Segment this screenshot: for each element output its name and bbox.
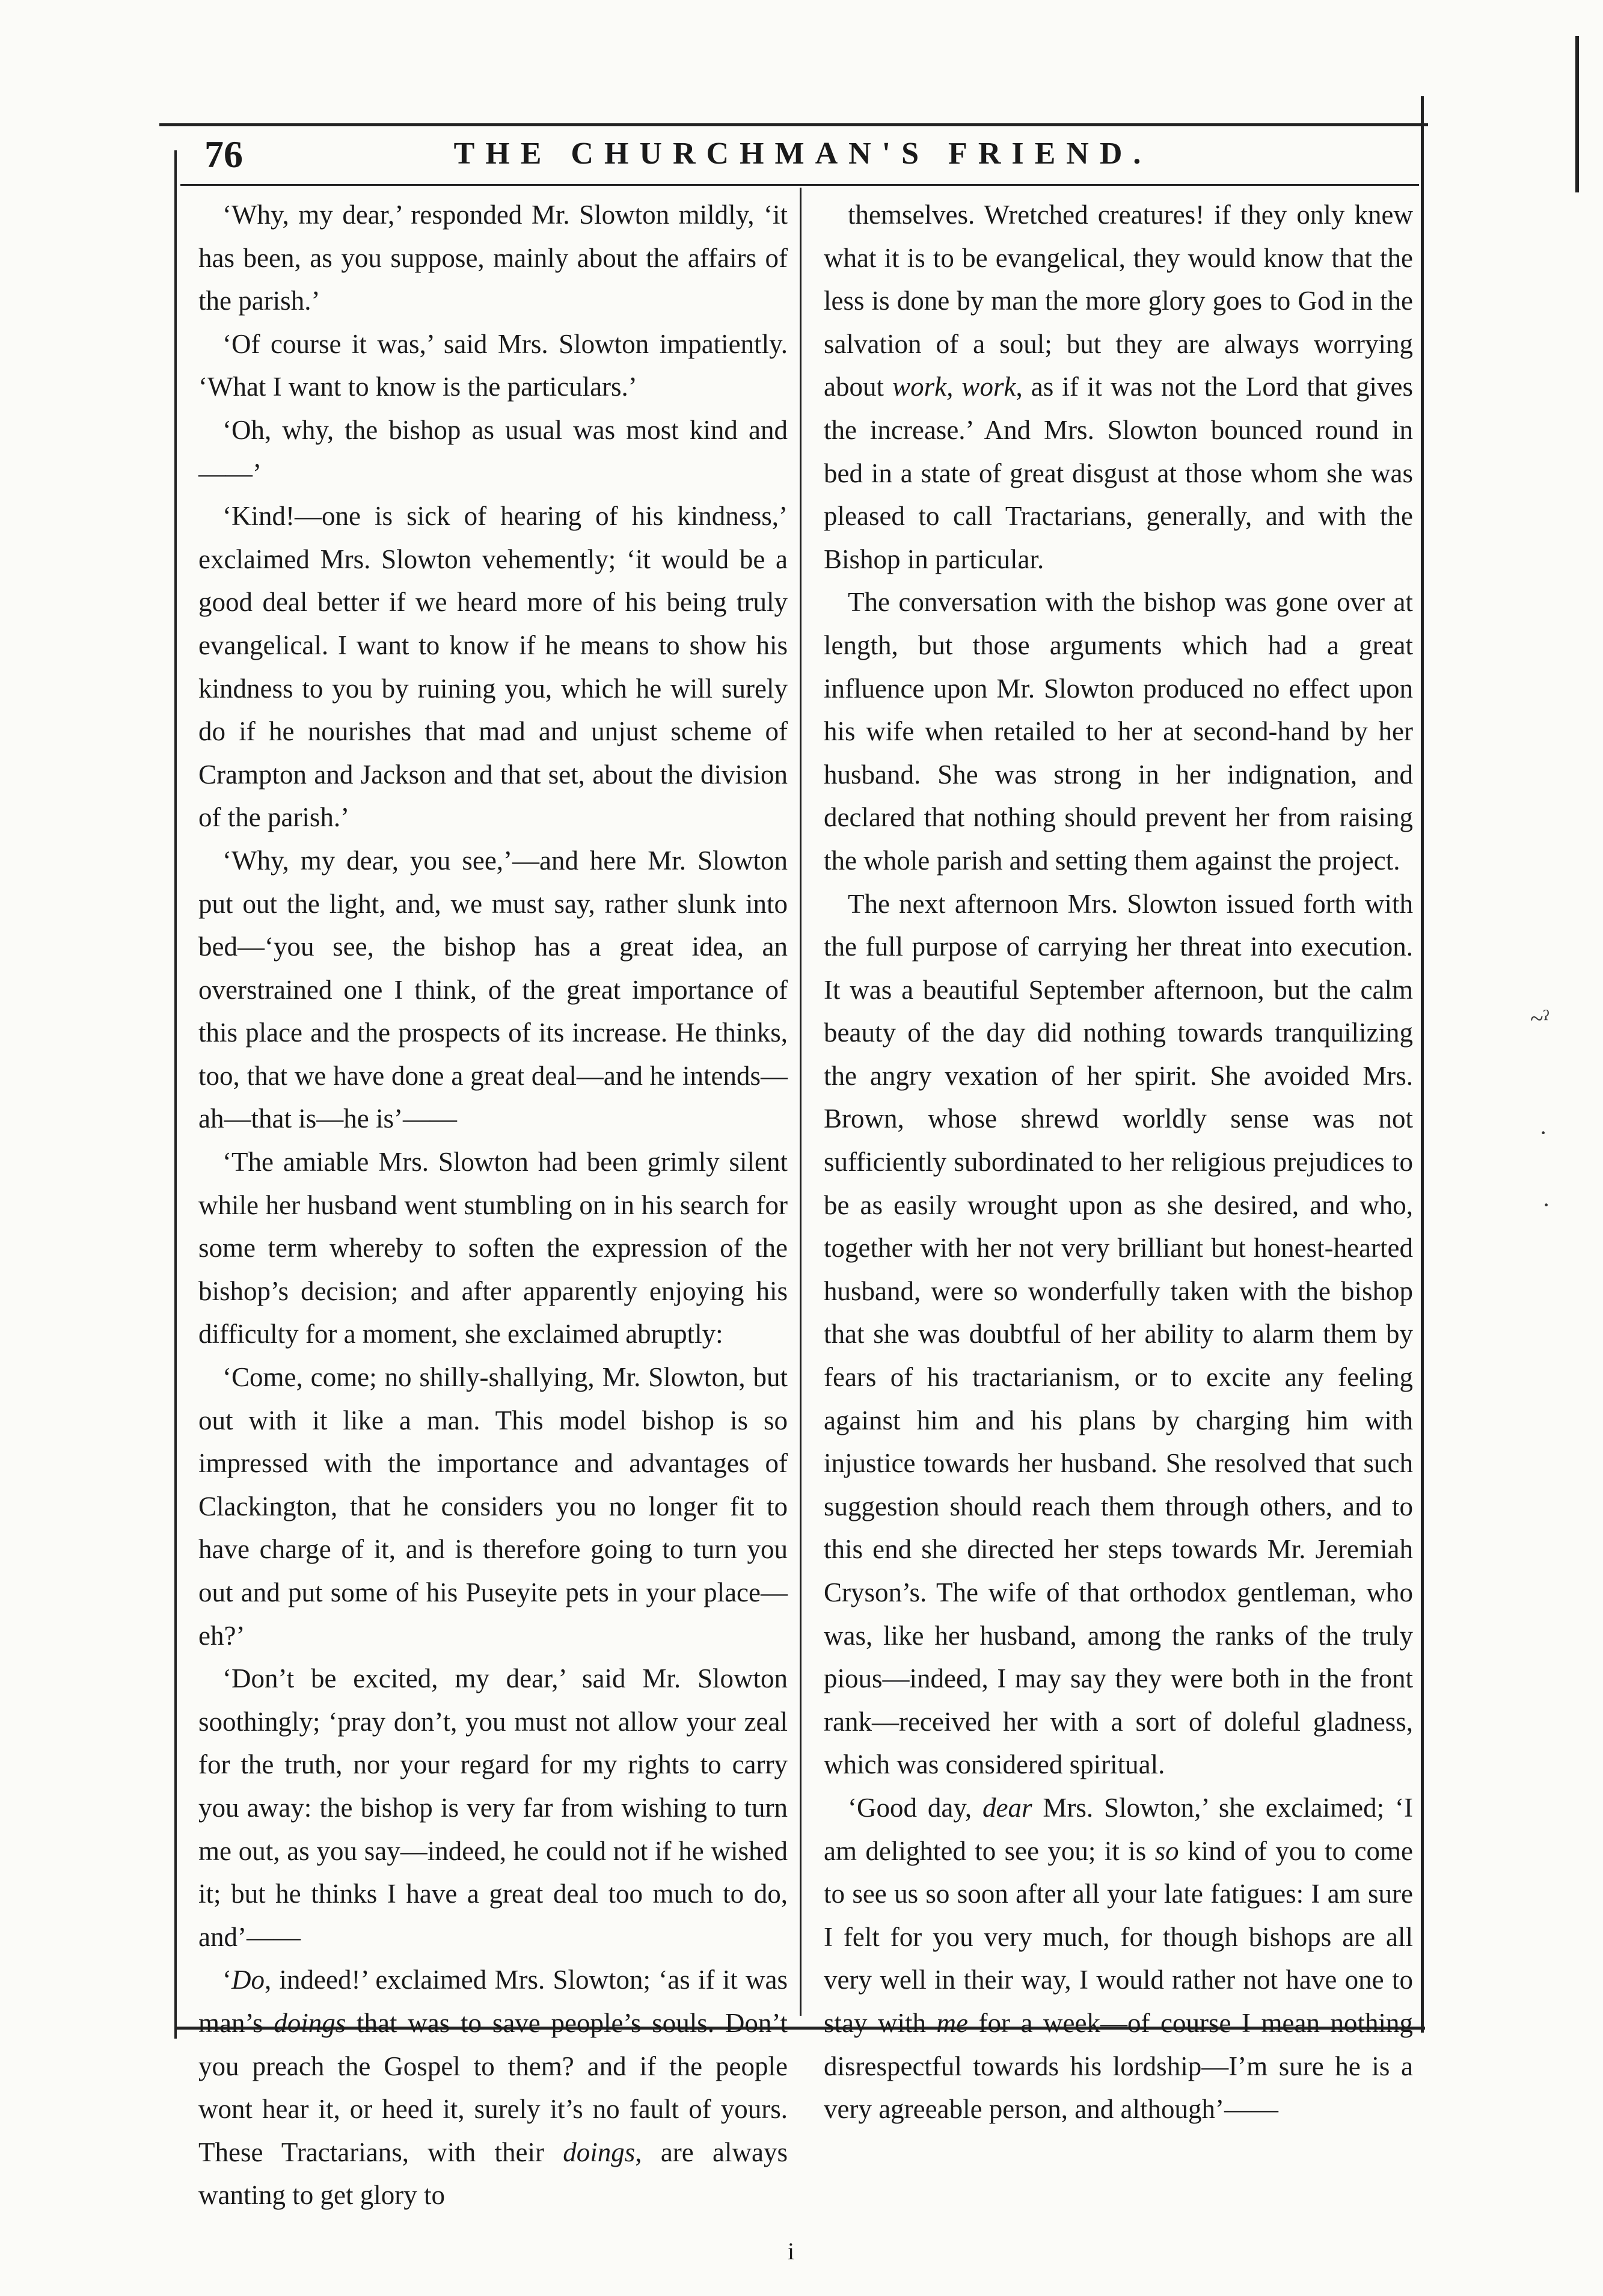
header-underline <box>180 184 1419 186</box>
paragraph <box>824 1787 1413 2131</box>
text-run: , indeed!’ exclaimed Mrs. Slowton; ‘as if it was man’s <box>198 1965 788 2038</box>
text-run: The next afternoon Mrs. Slowton issued forth with the full purpose of carrying her threat into execution. It was a beautiful September afternoon, but the calm beauty of the day did nothing towards tranquilizing the angry vexation of her spirit. She avoided Mrs. Brown, whose shrewd worldly sense was not sufficiently subordinated to her religious prejudices to be as easily wrought upon as she desired, and who, together with her not very brilliant but honest-hearted husband, were so wonderfully taken with the bishop that she was doubtful of her ability to alarm them by fears of his tractarianism, or to excite any feeling against him and his plans by charging him with injustice towards her husband. She resolved that such suggestion should reach them through others, and to this end she directed her steps towards Mr. Jeremiah Cryson’s. The wife of that orthodox gentleman, who was, like her husband, among the ranks of the truly pious—indeed, I may say they were both in the front rank—received her with a sort of doleful gladness, which was considered spiritual. <box>824 888 1413 1780</box>
text-run: ‘Oh, why, the bishop as usual was most kind and——’ <box>198 414 788 488</box>
page-number: 76 <box>204 133 243 176</box>
text-column-right <box>824 194 1413 2131</box>
paragraph <box>198 194 788 323</box>
margin-mark: · <box>1542 1191 1551 1218</box>
italic-text: doings <box>563 2137 636 2167</box>
text-run: ‘Why, my dear, you see,’—and here Mr. Slowton put out the light, and, we must say, rather slunk into bed—‘you see, the bishop has a great idea, an overstrained one I think, of the great importance of this place and the prospects of its increase. He thinks, too, that we have done a great deal—and he intends—ah—that is—he is’—— <box>198 845 788 1134</box>
text-run: , as if it was not the Lord that gives the increase.’ And Mrs. Slowton bounced round in bed in a state of great disgust at those whom she was pleased to call Tractarians, generally, and with the Bishop in particular. <box>824 372 1413 574</box>
italic-text: dear <box>982 1792 1032 1823</box>
italic-text: doings <box>274 2007 346 2038</box>
header-rule <box>159 123 1428 126</box>
footer-mark: i <box>788 2238 795 2265</box>
left-frame-rule <box>174 150 177 2039</box>
margin-mark: · <box>1539 1119 1548 1146</box>
right-frame-rule <box>1421 96 1424 2033</box>
italic-text: so <box>1154 1835 1179 1866</box>
text-run: for a week—of course I mean nothing disrespectful towards his lordship—I’m sure he is a very agreeable person, and although’—— <box>824 2007 1413 2125</box>
paragraph <box>198 1959 788 2217</box>
margin-mark: ~ˀ <box>1530 1005 1549 1032</box>
text-column-left <box>198 194 788 2217</box>
paragraph <box>198 1356 788 1657</box>
column-divider <box>800 188 802 2016</box>
italic-text: me <box>936 2007 969 2038</box>
text-run: ‘ <box>222 1965 231 1995</box>
paragraph <box>198 1141 788 1356</box>
text-run: The conversation with the bishop was gone over at length, but those arguments which had a great influence upon Mr. Slowton produced no effect upon his wife when retailed to her at second-hand by her husband. She was strong in her indignation, and declared that nothing should prevent her from raising the whole parish and setting them against the project. <box>824 587 1413 876</box>
paragraph <box>824 194 1413 581</box>
text-run: themselves. Wretched creatures! if they only knew what it is to be evangelical, they would know that the less is done by man the more glory goes to God in the salvation of a soul; but they are always worrying about <box>824 200 1413 402</box>
italic-text: work, work <box>892 372 1016 402</box>
page-edge-mark <box>1575 36 1579 192</box>
text-run: ‘Come, come; no shilly-shallying, Mr. Slowton, but out with it like a man. This model bishop is so impressed with the importance and advantages of Clackington, that he considers you no longer fit to have charge of it, and is therefore going to turn you out and put some of his Puseyite pets in your place—eh?’ <box>198 1362 788 1651</box>
text-run: kind of you to come to see us so soon after all your late fatigues: I am sure I felt for you very much, for though bishops are all very well in their way, I would rather not have one to stay with <box>824 1835 1413 2038</box>
text-run: ‘Good day, <box>848 1792 983 1823</box>
text-run: Mrs. Slowton,’ she exclaimed; ‘I am delighted to see you; it is <box>824 1792 1413 1866</box>
paragraph <box>824 883 1413 1787</box>
running-title: THE CHURCHMAN'S FRIEND. <box>453 137 1152 171</box>
paragraph <box>198 1657 788 1959</box>
paragraph <box>198 409 788 495</box>
text-run: ‘Of course it was,’ said Mrs. Slowton impatiently. ‘What I want to know is the particulars.’ <box>198 328 788 402</box>
italic-text: Do <box>231 1965 265 1995</box>
text-run: ‘Kind!—one is sick of hearing of his kindness,’ exclaimed Mrs. Slowton vehemently; ‘it would be a good deal better if we heard more of his being truly evangelical. I want to know if he means to show his kindness to you by ruining you, which he will surely do if he nourishes that mad and unjust scheme of Crampton and Jackson and that set, about the division of the parish.’ <box>198 501 788 833</box>
paragraph <box>198 495 788 840</box>
page-header <box>204 132 1401 180</box>
paragraph <box>198 323 788 409</box>
text-run: ‘Why, my dear,’ responded Mr. Slowton mildly, ‘it has been, as you suppose, mainly about the affairs of the parish.’ <box>198 200 788 316</box>
text-run: that was to save people’s souls. Don’t you preach the Gospel to them? and if the people wont hear it, or heed it, surely it’s no fault of yours. These Tractarians, with their <box>198 2007 788 2167</box>
text-run: , are always wanting to get glory to <box>198 2137 788 2211</box>
paragraph <box>824 581 1413 882</box>
text-run: ‘Don’t be excited, my dear,’ said Mr. Slowton soothingly; ‘pray don’t, you must not allow your zeal for the truth, nor your regard for my rights to carry you away: the bishop is very far from wishing to turn me out, as you say—indeed, he could not if he wished it; but he thinks I have a great deal too much to do, and’—— <box>198 1663 788 1952</box>
text-run: ‘The amiable Mrs. Slowton had been grimly silent while her husband went stumbling on in his search for some term whereby to soften the expression of the bishop’s decision; and after apparently enjoying his difficulty for a moment, she exclaimed abruptly: <box>198 1147 788 1349</box>
paragraph <box>198 840 788 1141</box>
